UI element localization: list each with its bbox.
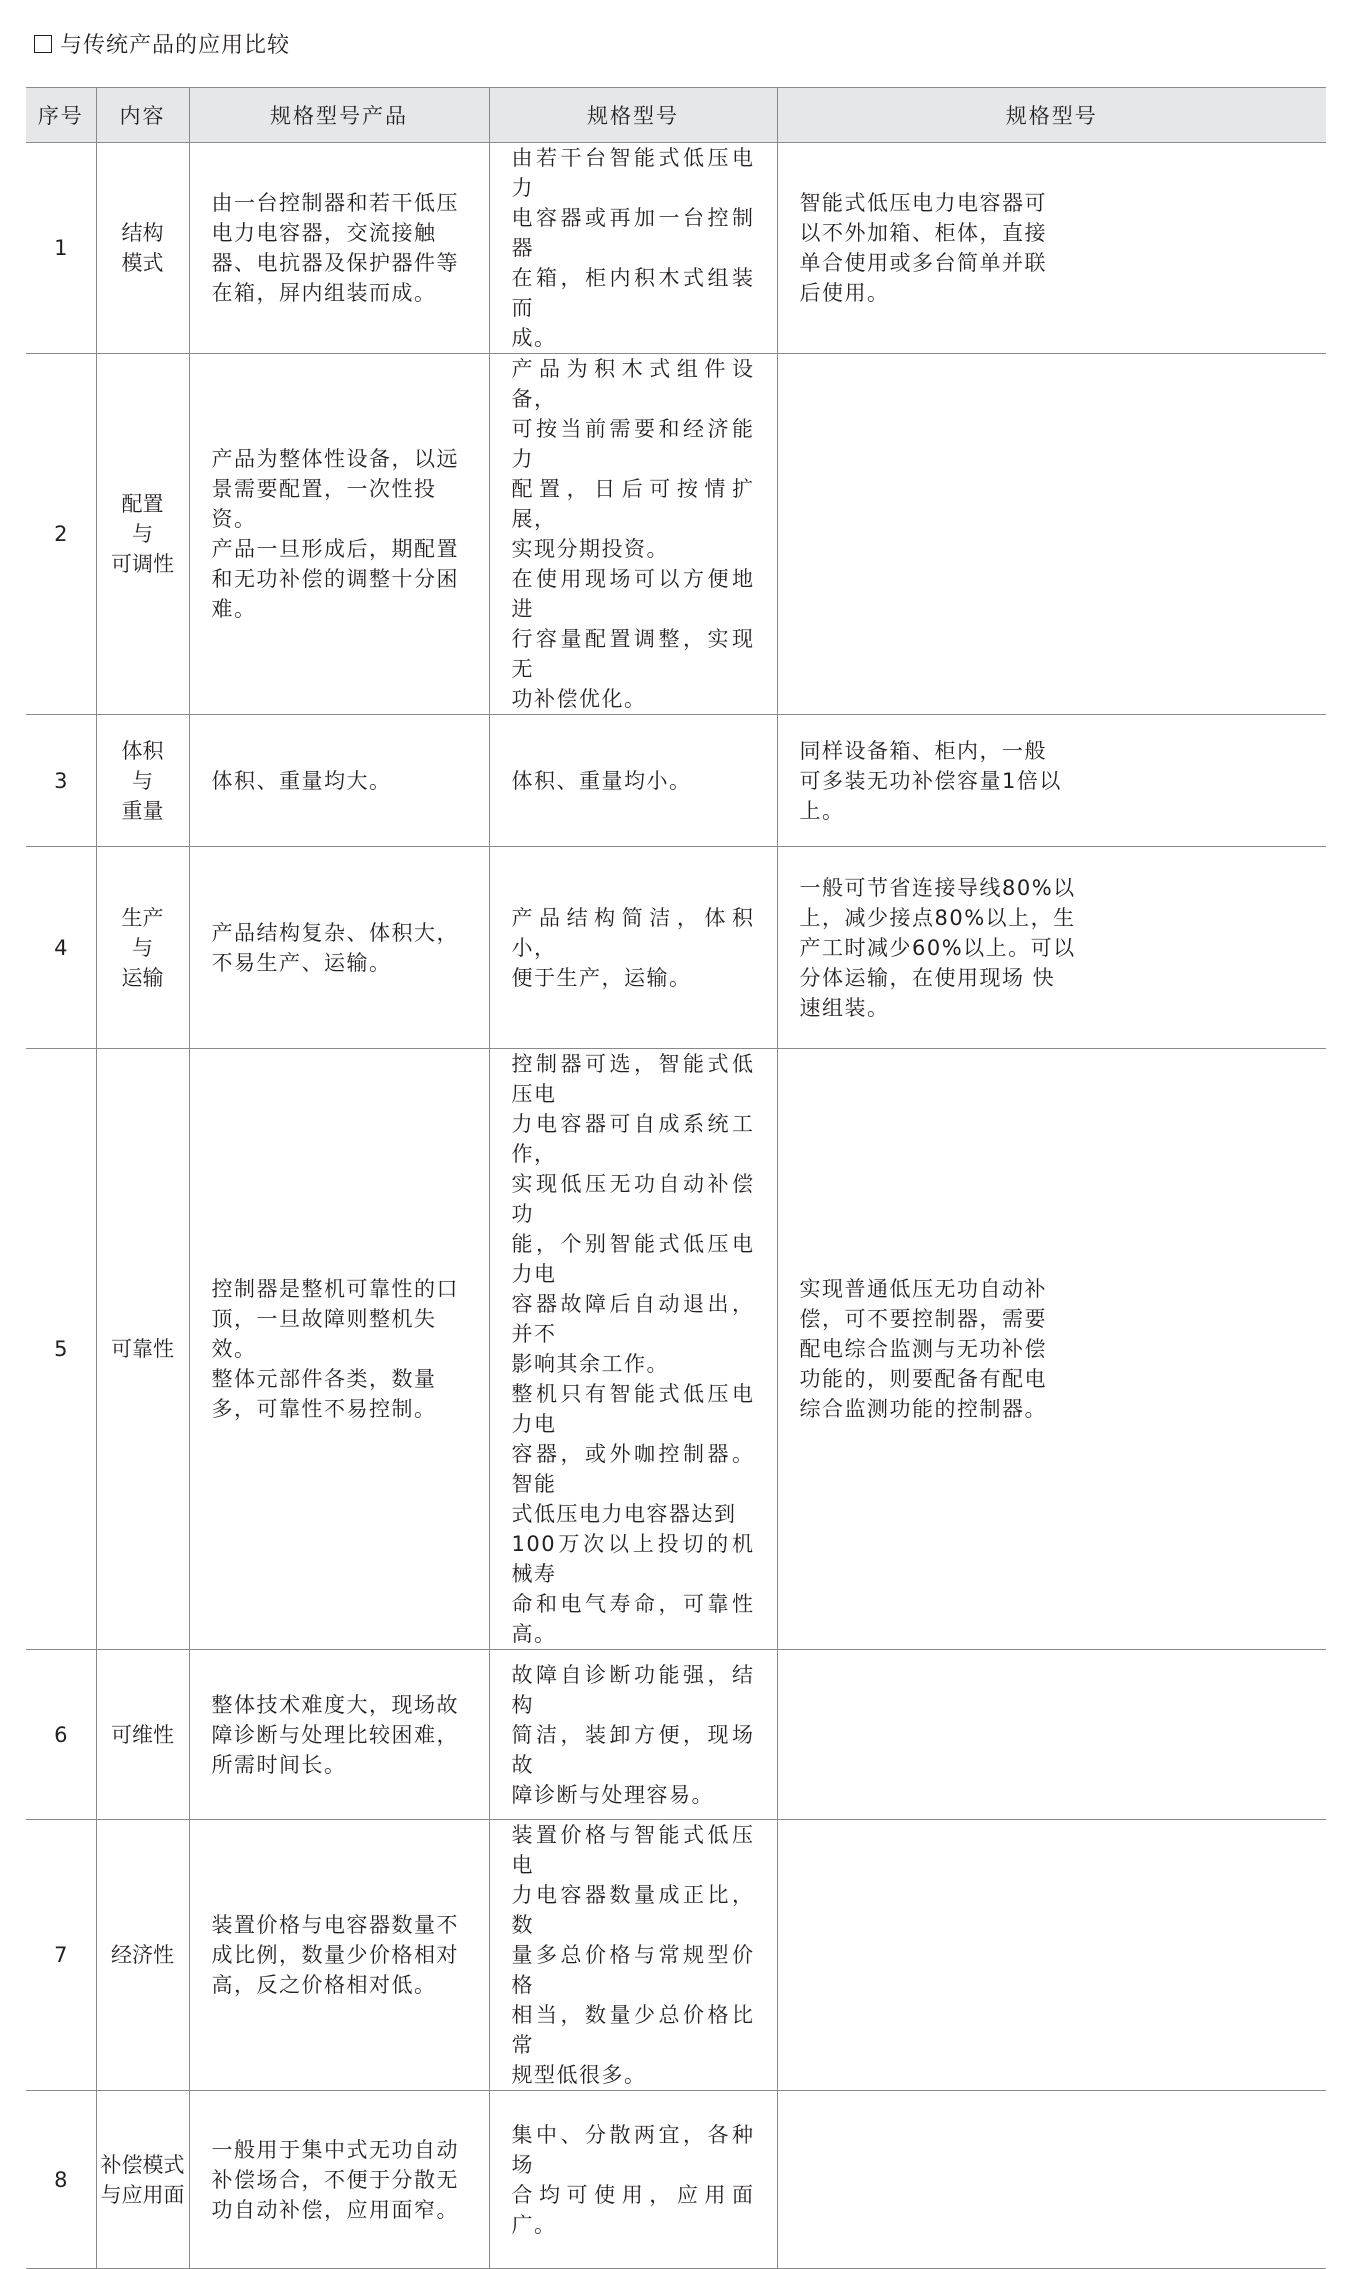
cell-col1: 由一台控制器和若干低压 电力电容器，交流接触 器、电抗器及保护器件等 在箱，屏内组装而成。 (189, 143, 489, 354)
table-row (26, 1820, 1326, 2091)
cell-col2: 产品为积木式组件设备， 可按当前需要和经济能力 配置，日后可按情扩展， 实现分期投资。 在使用现场可以方便地进 行容量配置调整，实现无 功补偿优化。 (489, 354, 777, 715)
row-number: 3 (26, 715, 96, 847)
table-row (26, 847, 1326, 1049)
row-number: 5 (26, 1049, 96, 1650)
section-title (34, 28, 290, 59)
cell-col2: 控制器可选，智能式低压电 力电容器可自成系统工作， 实现低压无功自动补偿功 能，个别智能式低压电力电 容器故障后自动退出，并不 影响其余工作。 整机只有智能式低压电力电 容器，或外咖控制器。智能 式低压电力电容器达到 100万次以上投切的机械寿 命和电气寿命，可靠性高。 (489, 1049, 777, 1650)
header-index: 序号 (26, 88, 96, 143)
row-number: 8 (26, 2091, 96, 2269)
cell-col3 (777, 1820, 1326, 2091)
row-number: 1 (26, 143, 96, 354)
table-row (26, 1650, 1326, 1820)
table-row (26, 1049, 1326, 1650)
row-item: 结构 模式 (96, 143, 189, 354)
cell-col2: 产品结构简洁，体积小， 便于生产，运输。 (489, 847, 777, 1049)
row-number: 7 (26, 1820, 96, 2091)
cell-col1: 装置价格与电容器数量不 成比例，数量少价格相对 高，反之价格相对低。 (189, 1820, 489, 2091)
cell-col3 (777, 2091, 1326, 2269)
cell-col3: 智能式低压电力电容器可 以不外加箱、柜体，直接 单合使用或多台简单并联 后使用。 (777, 143, 1326, 354)
cell-col1: 整体技术难度大，现场故 障诊断与处理比较困难， 所需时间长。 (189, 1650, 489, 1820)
cell-col2: 故障自诊断功能强，结构 简洁，装卸方便，现场故 障诊断与处理容易。 (489, 1650, 777, 1820)
row-number: 4 (26, 847, 96, 1049)
title-text: 与传统产品的应用比较 (60, 33, 291, 58)
header-col2: 规格型号 (489, 88, 777, 143)
cell-col2: 由若干台智能式低压电力 电容器或再加一台控制器 在箱，柜内积木式组装而 成。 (489, 143, 777, 354)
row-item: 可维性 (96, 1650, 189, 1820)
cell-col2: 装置价格与智能式低压电 力电容器数量成正比，数 量多总价格与常规型价格 相当，数量少总价格比常 规型低很多。 (489, 1820, 777, 2091)
header-col3: 规格型号 (777, 88, 1326, 143)
comparison-table (26, 87, 1326, 2269)
row-number: 6 (26, 1650, 96, 1820)
cell-col1: 产品结构复杂、体积大， 不易生产、运输。 (189, 847, 489, 1049)
row-number: 2 (26, 354, 96, 715)
cell-col2: 体积、重量均小。 (489, 715, 777, 847)
cell-col3: 同样设备箱、柜内，一般 可多装无功补偿容量1倍以 上。 (777, 715, 1326, 847)
row-item: 配置 与 可调性 (96, 354, 189, 715)
row-item: 可靠性 (96, 1049, 189, 1650)
cell-col1: 体积、重量均大。 (189, 715, 489, 847)
row-item: 补偿模式 与应用面 (96, 2091, 189, 2269)
header-col1: 规格型号产品 (189, 88, 489, 143)
cell-col3 (777, 1650, 1326, 1820)
table-row (26, 715, 1326, 847)
cell-col2: 集中、分散两宜，各种场 合均可使用，应用面广。 (489, 2091, 777, 2269)
row-item: 生产 与 运输 (96, 847, 189, 1049)
table-header-row (26, 88, 1326, 143)
table-row (26, 143, 1326, 354)
cell-col3: 实现普通低压无功自动补 偿，可不要控制器，需要 配电综合监测与无功补偿 功能的，则要配备有配电 综合监测功能的控制器。 (777, 1049, 1326, 1650)
header-content: 内容 (96, 88, 189, 143)
row-item: 经济性 (96, 1820, 189, 2091)
cell-col3: 一般可节省连接导线80%以 上，减少接点80%以上，生 产工时减少60%以上。可以 分体运输，在使用现场 快 速组装。 (777, 847, 1326, 1049)
row-item: 体积 与 重量 (96, 715, 189, 847)
table-row (26, 354, 1326, 715)
cell-col1: 控制器是整机可靠性的口 顶，一旦故障则整机失 效。 整体元部件各类，数量 多，可靠性不易控制。 (189, 1049, 489, 1650)
cell-col1: 一般用于集中式无功自动 补偿场合，不便于分散无 功自动补偿，应用面窄。 (189, 2091, 489, 2269)
cell-col3 (777, 354, 1326, 715)
table-row (26, 2091, 1326, 2269)
cell-col1: 产品为整体性设备，以远 景需要配置，一次性投 资。 产品一旦形成后，期配置 和无功补偿的调整十分困 难。 (189, 354, 489, 715)
checkbox-square-icon (34, 35, 52, 53)
